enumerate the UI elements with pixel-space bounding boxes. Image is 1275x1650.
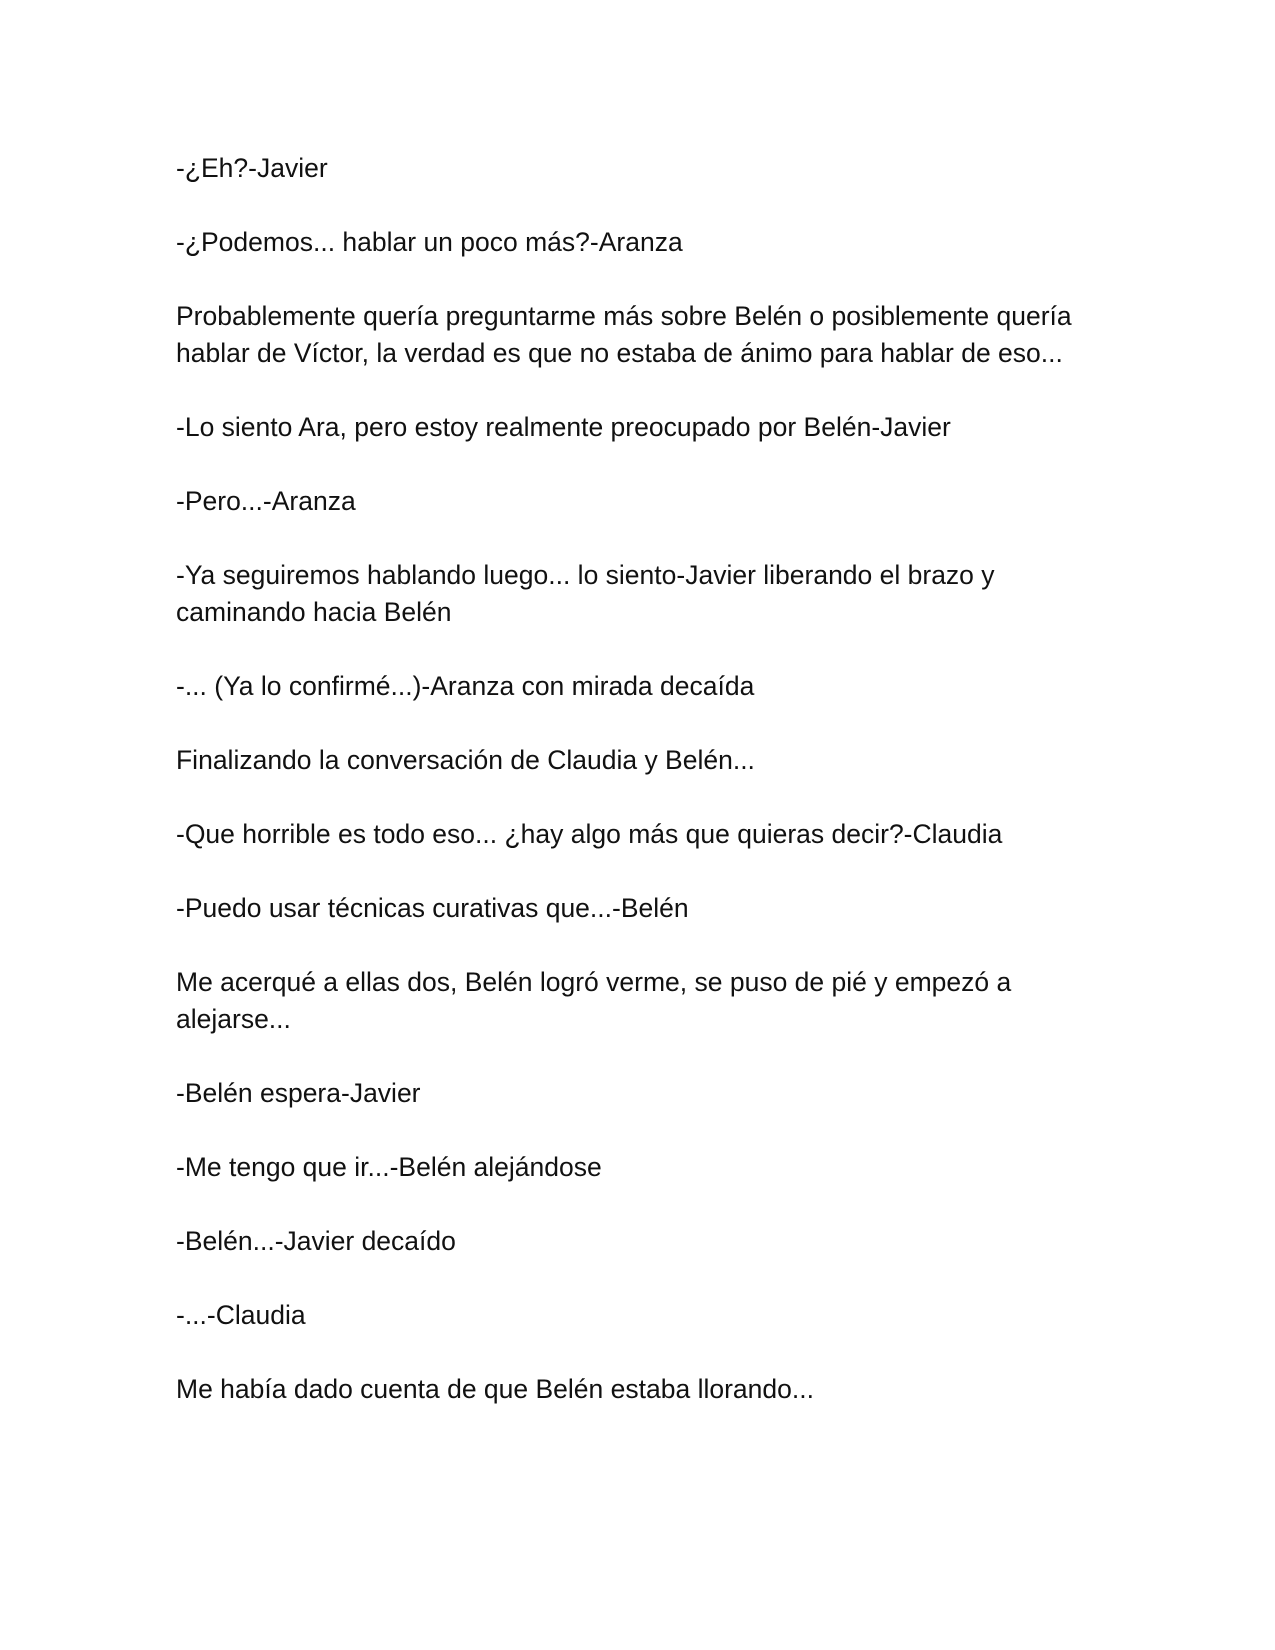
paragraph-9: -Que horrible es todo eso... ¿hay algo más que quieras decir?-Claudia [176, 819, 1003, 849]
paragraph-3: Probablemente quería preguntarme más sobre Belén o posiblemente quería hablar de Víctor, la verdad es que no estaba de ánimo para hablar de eso... [176, 301, 1072, 368]
paragraph-15: -...-Claudia [176, 1300, 306, 1330]
paragraph-8: Finalizando la conversación de Claudia y Belén... [176, 745, 755, 775]
paragraph-1: -¿Eh?-Javier [176, 153, 328, 183]
paragraph-5: -Pero...-Aranza [176, 486, 356, 516]
document-body [176, 150, 1106, 1408]
paragraph-16: Me había dado cuenta de que Belén estaba llorando... [176, 1374, 814, 1404]
paragraph-14: -Belén...-Javier decaído [176, 1226, 456, 1256]
paragraph-4: -Lo siento Ara, pero estoy realmente preocupado por Belén-Javier [176, 412, 951, 442]
paragraph-6: -Ya seguiremos hablando luego... lo siento-Javier liberando el brazo y caminando hacia Belén [176, 560, 995, 627]
paragraph-12: -Belén espera-Javier [176, 1078, 421, 1108]
paragraph-7: -... (Ya lo confirmé...)-Aranza con mirada decaída [176, 671, 755, 701]
paragraph-13: -Me tengo que ir...-Belén alejándose [176, 1152, 602, 1182]
paragraph-10: -Puedo usar técnicas curativas que...-Belén [176, 893, 689, 923]
paragraph-11: Me acerqué a ellas dos, Belén logró verme, se puso de pié y empezó a alejarse... [176, 967, 1012, 1034]
paragraph-2: -¿Podemos... hablar un poco más?-Aranza [176, 227, 683, 257]
